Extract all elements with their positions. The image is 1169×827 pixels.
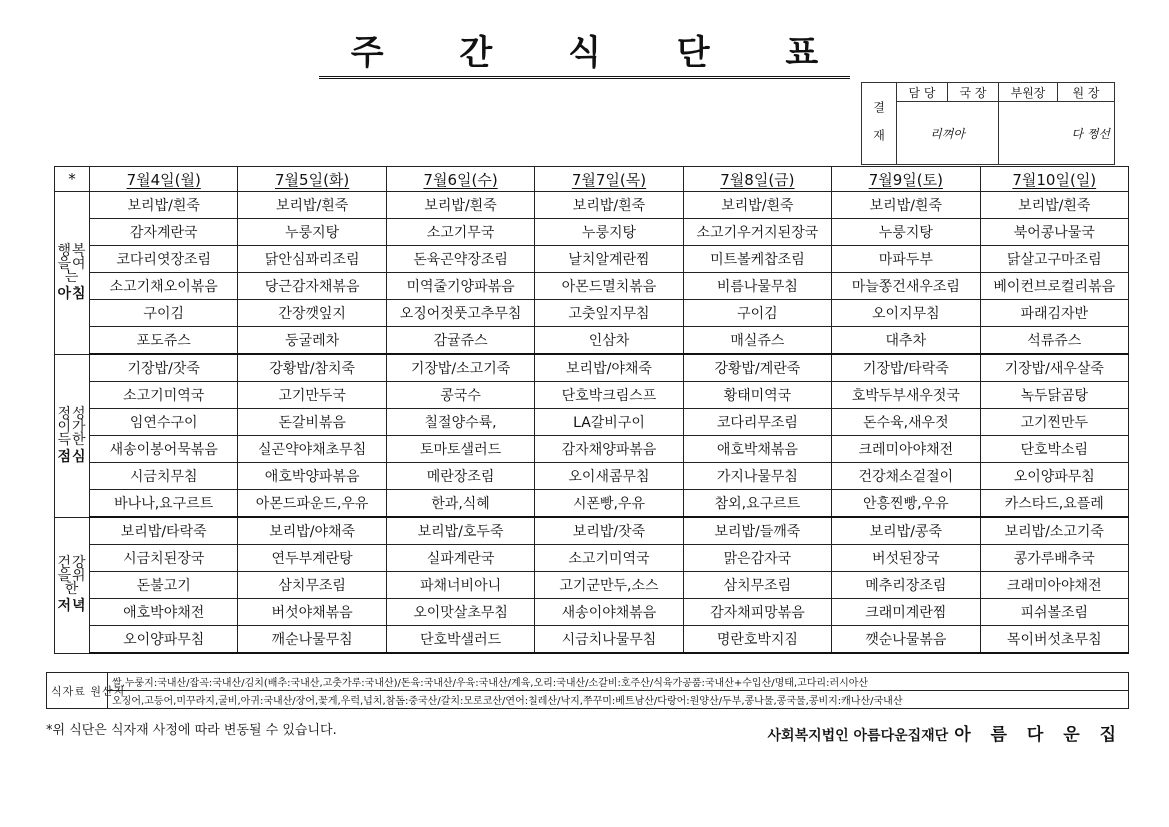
meal-name: 점심 [57,448,87,465]
origin-line: 오징어,고등어,미꾸라지,굴비,아귀:국내산/장어,꽃게,우럭,넙치,참돔:중국산/갈치:모로코산/연어:칠레산/낙지,쭈꾸미:베트남산/다랑어:원양산/두부,콩나물,콩국물,콩비지:캐나산/국내산 [108,691,1129,709]
menu-row [55,273,1129,300]
origin-table [46,672,1129,709]
notice-text: *위 식단은 식자재 사정에 따라 변동될 수 있습니다. [46,723,337,738]
menu-row [55,192,1129,219]
menu-cell: 미역줄기양파볶음 [386,273,534,300]
menu-cell: 북어콩나물국 [980,219,1128,246]
menu-cell: 시금치된장국 [90,545,238,572]
approval-role: 원 장 [1058,83,1115,102]
menu-cell: 삼치무조림 [683,572,831,599]
menu-row [55,545,1129,572]
day-header: 7월10일(일) [980,167,1128,192]
menu-cell: 구이김 [90,300,238,327]
menu-cell: 새송이봉어묵볶음 [90,436,238,463]
menu-row [55,354,1129,382]
menu-cell: 보리밥/흰죽 [980,192,1128,219]
menu-cell: 소고기우거지된장국 [683,219,831,246]
meal-subtitle: 정성이가득한 [57,405,87,448]
menu-cell: 단호박샐러드 [386,626,534,654]
menu-row [55,599,1129,626]
menu-cell: 보리밥/흰죽 [832,192,980,219]
menu-cell: 감자채양파볶음 [535,436,683,463]
day-header: 7월6일(수) [386,167,534,192]
menu-cell: 연두부계란탕 [238,545,386,572]
day-header: 7월8일(금) [683,167,831,192]
menu-cell: 참외,요구르트 [683,490,831,518]
menu-cell: 콩국수 [386,382,534,409]
menu-cell: 건강채소겉절이 [832,463,980,490]
menu-cell: 시금치나물무침 [535,626,683,654]
menu-cell: 코다리무조림 [683,409,831,436]
menu-cell: 날치알계란찜 [535,246,683,273]
corner-cell: * [55,167,90,192]
menu-cell: 안흥찐빵,우유 [832,490,980,518]
menu-cell: 돈갈비볶음 [238,409,386,436]
menu-cell: 보리밥/야채죽 [535,354,683,382]
footer-org-name: 사회복지법인 아름다운집재단 [767,728,949,744]
menu-cell: 고기만두국 [238,382,386,409]
menu-cell: 애호박야채전 [90,599,238,626]
menu-cell: 누룽지탕 [832,219,980,246]
menu-cell: 강황밥/계란죽 [683,354,831,382]
origin-label: 식자료 원산지 [47,673,108,709]
menu-cell: 소고기채오이볶음 [90,273,238,300]
menu-cell: 간장깻잎지 [238,300,386,327]
menu-cell: 임연수구이 [90,409,238,436]
meal-label [55,517,90,653]
menu-cell: 구이김 [683,300,831,327]
menu-cell: 누룽지탕 [238,219,386,246]
menu-row [55,463,1129,490]
menu-cell: 메추리장조림 [832,572,980,599]
menu-cell: 보리밥/흰죽 [683,192,831,219]
menu-cell: 카스타드,요플레 [980,490,1128,518]
menu-cell: 맑은감자국 [683,545,831,572]
approval-box [861,82,1115,165]
menu-cell: 깨순나물무침 [238,626,386,654]
menu-row [55,490,1129,518]
menu-cell: 고기찐만두 [980,409,1128,436]
menu-cell: 베이컨브로컬리볶음 [980,273,1128,300]
menu-cell: 콩가루배추국 [980,545,1128,572]
menu-cell: 기장밥/소고기죽 [386,354,534,382]
menu-cell: 토마토샐러드 [386,436,534,463]
menu-cell: 보리밥/들깨죽 [683,517,831,545]
menu-cell: 아몬드멸치볶음 [535,273,683,300]
menu-cell: 파채너비아니 [386,572,534,599]
menu-cell: 실파계란국 [386,545,534,572]
page-title: 주 간 식 단 표 [0,30,1169,79]
menu-row [55,300,1129,327]
menu-cell: 대추차 [832,327,980,355]
menu-cell: 감자계란국 [90,219,238,246]
menu-cell: 미트볼케찹조림 [683,246,831,273]
signature-director: 다 쩡선 [999,102,1115,165]
approval-role: 담 당 [897,83,948,102]
approval-label: 결 재 [862,83,897,165]
approval-role: 부원장 [999,83,1058,102]
menu-cell: 보리밥/소고기죽 [980,517,1128,545]
menu-cell: 버섯된장국 [832,545,980,572]
menu-cell: 강황밥/참치죽 [238,354,386,382]
menu-cell: 피쉬볼조림 [980,599,1128,626]
menu-cell: 기장밥/타락죽 [832,354,980,382]
menu-cell: 포도쥬스 [90,327,238,355]
menu-row [55,382,1129,409]
menu-cell: 애호박양파볶음 [238,463,386,490]
menu-row [55,219,1129,246]
menu-cell: 황태미역국 [683,382,831,409]
weekly-menu-table [54,166,1129,654]
menu-cell: 목이버섯초무침 [980,626,1128,654]
menu-cell: 실곤약야채초무침 [238,436,386,463]
menu-cell: 바나나,요구르트 [90,490,238,518]
menu-row [55,626,1129,654]
day-header: 7월5일(화) [238,167,386,192]
menu-cell: 크래미아야채전 [980,572,1128,599]
menu-cell: 오이맛살초무침 [386,599,534,626]
signature-staff: 리껴아 [897,102,999,165]
menu-cell: 돈육곤약장조림 [386,246,534,273]
menu-cell: 단호박소림 [980,436,1128,463]
menu-cell: 시금치무침 [90,463,238,490]
menu-cell: 매실쥬스 [683,327,831,355]
menu-cell: 감귤쥬스 [386,327,534,355]
menu-cell: 오이양파무침 [980,463,1128,490]
origin-line: 쌀,누룽지:국내산/잡곡:국내산/김치(배추:국내산,고춧가루:국내산)/돈육:국내산/우육:국내산/계육,오리:국내산/소갈비:호주산/식육가공품:국내산+수입산/명태,고다리:러시아산 [108,673,1129,691]
day-header: 7월4일(월) [90,167,238,192]
menu-cell: 마늘쫑건새우조림 [832,273,980,300]
menu-cell: 크레미아야채전 [832,436,980,463]
menu-cell: 돈불고기 [90,572,238,599]
menu-row [55,327,1129,355]
menu-row [55,409,1129,436]
menu-cell: 돈수육,새우젓 [832,409,980,436]
menu-cell: 버섯야채볶음 [238,599,386,626]
menu-cell: 당근감자채볶음 [238,273,386,300]
menu-cell: 보리밥/흰죽 [90,192,238,219]
footer-brand: 아 름 다 운 집 [954,725,1123,745]
day-header: 7월9일(토) [832,167,980,192]
menu-cell: 둥굴레차 [238,327,386,355]
menu-cell: 닭살고구마조림 [980,246,1128,273]
menu-cell: 기장밥/새우살죽 [980,354,1128,382]
meal-subtitle: 행복을여는 [57,242,87,285]
menu-cell: 마파두부 [832,246,980,273]
menu-cell: 단호박크림스프 [535,382,683,409]
menu-cell: 보리밥/흰죽 [238,192,386,219]
menu-cell: 석류쥬스 [980,327,1128,355]
menu-cell: 칠절양수륙, [386,409,534,436]
menu-row [55,436,1129,463]
menu-cell: 소고기무국 [386,219,534,246]
menu-cell: 오이지무침 [832,300,980,327]
menu-cell: 기장밥/잣죽 [90,354,238,382]
menu-cell: 고춧잎지무침 [535,300,683,327]
menu-cell: 새송이야채볶음 [535,599,683,626]
menu-cell: 비름나물무침 [683,273,831,300]
meal-label [55,192,90,355]
menu-cell: 메란장조림 [386,463,534,490]
meal-name: 저녁 [57,598,87,614]
menu-cell: 시폰빵,우유 [535,490,683,518]
menu-cell: 보리밥/흰죽 [386,192,534,219]
menu-cell: LA갈비구이 [535,409,683,436]
menu-cell: 녹두닭곰탕 [980,382,1128,409]
menu-cell: 명란호박지짐 [683,626,831,654]
menu-cell: 한과,식혜 [386,490,534,518]
menu-cell: 보리밥/흰죽 [535,192,683,219]
menu-cell: 닭안심꽈리조림 [238,246,386,273]
menu-cell: 보리밥/타락죽 [90,517,238,545]
approval-role: 국 장 [948,83,999,102]
menu-cell: 아몬드파운드,우유 [238,490,386,518]
menu-cell: 오이양파무침 [90,626,238,654]
menu-row [55,572,1129,599]
meal-label [55,354,90,517]
menu-cell: 보리밥/잣죽 [535,517,683,545]
menu-cell: 삼치무조림 [238,572,386,599]
menu-cell: 코다리엿장조림 [90,246,238,273]
menu-cell: 보리밥/야채죽 [238,517,386,545]
menu-cell: 감자채피망볶음 [683,599,831,626]
menu-cell: 크래미계란찜 [832,599,980,626]
menu-cell: 깻순나물볶음 [832,626,980,654]
menu-cell: 파래김자반 [980,300,1128,327]
meal-name: 아침 [57,285,87,302]
menu-cell: 누룽지탕 [535,219,683,246]
menu-cell: 보리밥/콩죽 [832,517,980,545]
menu-cell: 오징어젓풋고추무침 [386,300,534,327]
menu-cell: 호박두부새우젓국 [832,382,980,409]
menu-cell: 보리밥/호두죽 [386,517,534,545]
menu-row [55,517,1129,545]
menu-cell: 인삼차 [535,327,683,355]
footer-org [768,720,1123,745]
meal-subtitle: 건강을위한 [57,555,87,597]
day-header: 7월7일(목) [535,167,683,192]
menu-cell: 가지나물무침 [683,463,831,490]
menu-cell: 애호박채볶음 [683,436,831,463]
menu-cell: 소고기미역국 [535,545,683,572]
menu-row [55,246,1129,273]
menu-cell: 오이새콤무침 [535,463,683,490]
menu-cell: 고기군만두,소스 [535,572,683,599]
menu-cell: 소고기미역국 [90,382,238,409]
